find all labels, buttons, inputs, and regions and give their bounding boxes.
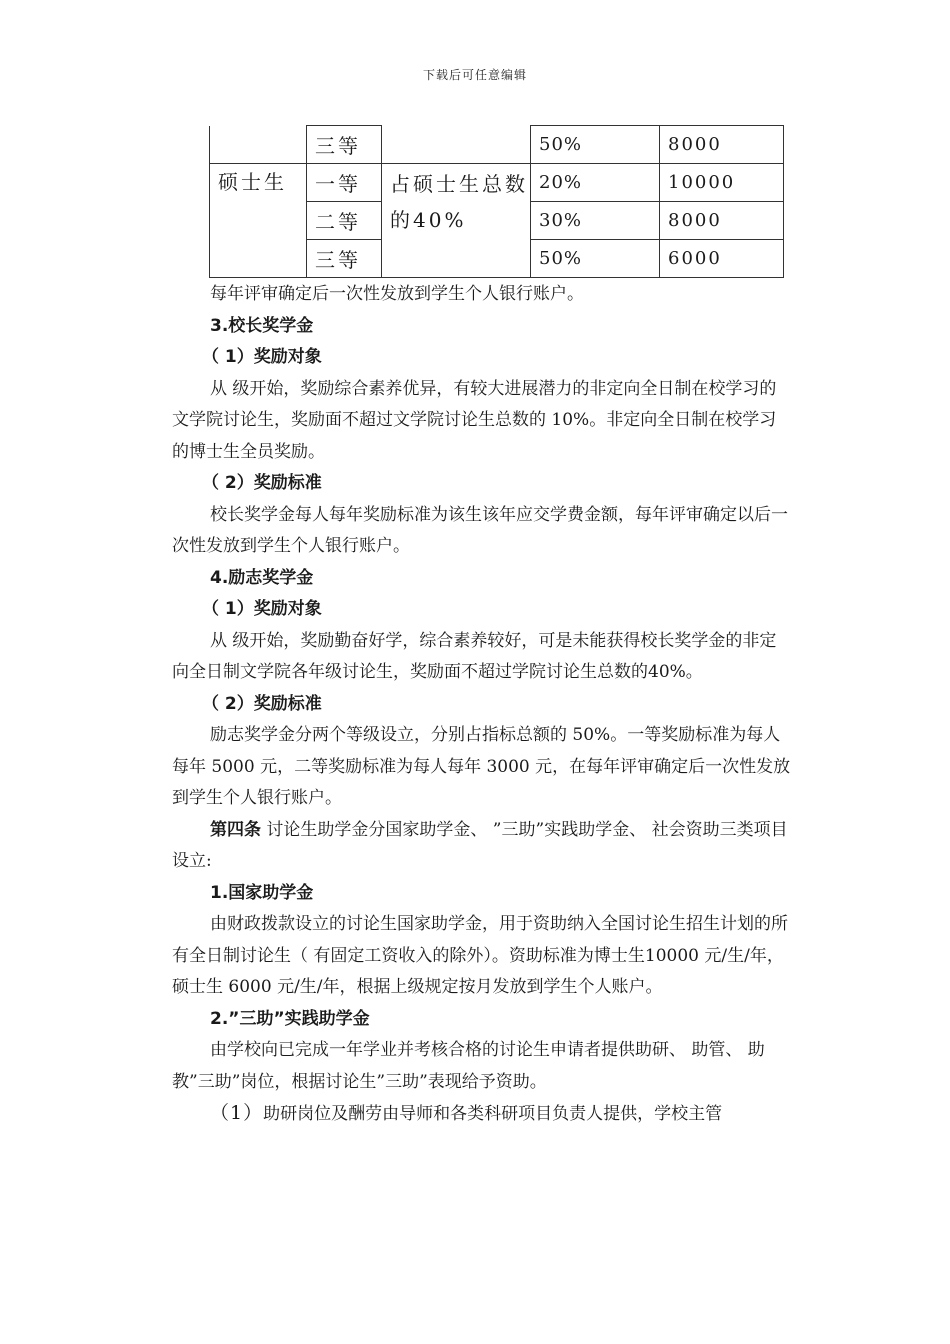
item-text: 助研岗位及酬劳由导师和各类科研项目负责人提供，学校主管 bbox=[263, 1104, 723, 1124]
paragraph: 由财政拨款设立的讨论生国家助学金，用于资助纳入全国讨论生招生计划的所有全日制讨论生（ 有固定工资收入的除外）。资助标准为博士生10000 元/生/年，硕士生 6000 元/生/年，根据上级规定按月发放到学生个人账户。 bbox=[172, 914, 788, 997]
section-heading: 3.校长奖学金 bbox=[210, 315, 314, 336]
table-cell-ratio: 30% bbox=[531, 202, 660, 240]
table-cell-ratio: 50% bbox=[531, 240, 660, 278]
scholarship-table bbox=[209, 125, 784, 278]
article-paragraph bbox=[172, 815, 792, 878]
section-heading: 4.励志奖学金 bbox=[210, 567, 314, 588]
table-cell-ratio: 50% bbox=[531, 126, 660, 164]
paragraph: 校长奖学金每人每年奖励标准为该生该年应交学费金额，每年评审确定以后一次性发放到学生个人银行账户。 bbox=[172, 504, 788, 556]
item-number: （1） bbox=[210, 1102, 264, 1124]
table-cell-amount: 8000 bbox=[660, 202, 784, 240]
document-body bbox=[172, 279, 792, 1131]
article-text: 讨论生助学金分国家助学金、 ”三助”实践助学金、 社会资助三类项目设立: bbox=[172, 819, 788, 871]
table-row bbox=[210, 126, 784, 164]
table-cell-amount: 8000 bbox=[660, 126, 784, 164]
table-cell-scope: 占硕士生总数的40% bbox=[382, 164, 531, 278]
table-cell-group: 硕士生 bbox=[210, 164, 307, 278]
table-cell bbox=[210, 126, 307, 164]
article-label: 第四条 bbox=[210, 819, 261, 840]
table-cell bbox=[382, 126, 531, 164]
paragraph: 励志奖学金分两个等级设立，分别占指标总额的 50%。一等奖励标准为每人每年 5000 元，二等奖励标准为每人每年 3000 元，在每年评审确定后一次性发放到学生个人银行账户。 bbox=[172, 725, 791, 808]
page-header: 下载后可任意编辑 bbox=[422, 68, 527, 82]
table-cell-level: 三等 bbox=[307, 240, 382, 278]
section-heading: 2.”三助”实践助学金 bbox=[210, 1008, 370, 1029]
table-row bbox=[210, 164, 784, 202]
subsection-heading: （ 2）奖励标准 bbox=[202, 473, 322, 493]
paragraph: 每年评审确定后一次性发放到学生个人银行账户。 bbox=[210, 284, 584, 304]
table-cell-level: 一等 bbox=[307, 164, 382, 202]
table-cell-ratio: 20% bbox=[531, 164, 660, 202]
subsection-heading: （ 1）奖励对象 bbox=[202, 347, 322, 367]
paragraph: 由学校向已完成一年学业并考核合格的讨论生申请者提供助研、 助管、 助教”三助”岗位，根据讨论生”三助”表现给予资助。 bbox=[172, 1040, 765, 1092]
table-cell-amount: 10000 bbox=[660, 164, 784, 202]
section-heading: 1.国家助学金 bbox=[210, 882, 314, 903]
table-cell-level: 三等 bbox=[307, 126, 382, 164]
paragraph: 从 级开始，奖励综合素养优异，有较大进展潜力的非定向全日制在校学习的文学院讨论生，奖励面不超过文学院讨论生总数的 10%。非定向全日制在校学习的博士生全员奖励。 bbox=[172, 378, 777, 462]
table-cell-amount: 6000 bbox=[660, 240, 784, 278]
paragraph bbox=[172, 1098, 792, 1131]
table-cell-level: 二等 bbox=[307, 202, 382, 240]
subsection-heading: （ 1）奖励对象 bbox=[202, 599, 322, 619]
paragraph: 从 级开始，奖励勤奋好学，综合素养较好，可是未能获得校长奖学金的非定向全日制文学院各年级讨论生，奖励面不超过学院讨论生总数的40%。 bbox=[172, 630, 777, 682]
subsection-heading: （ 2）奖励标准 bbox=[202, 693, 322, 714]
